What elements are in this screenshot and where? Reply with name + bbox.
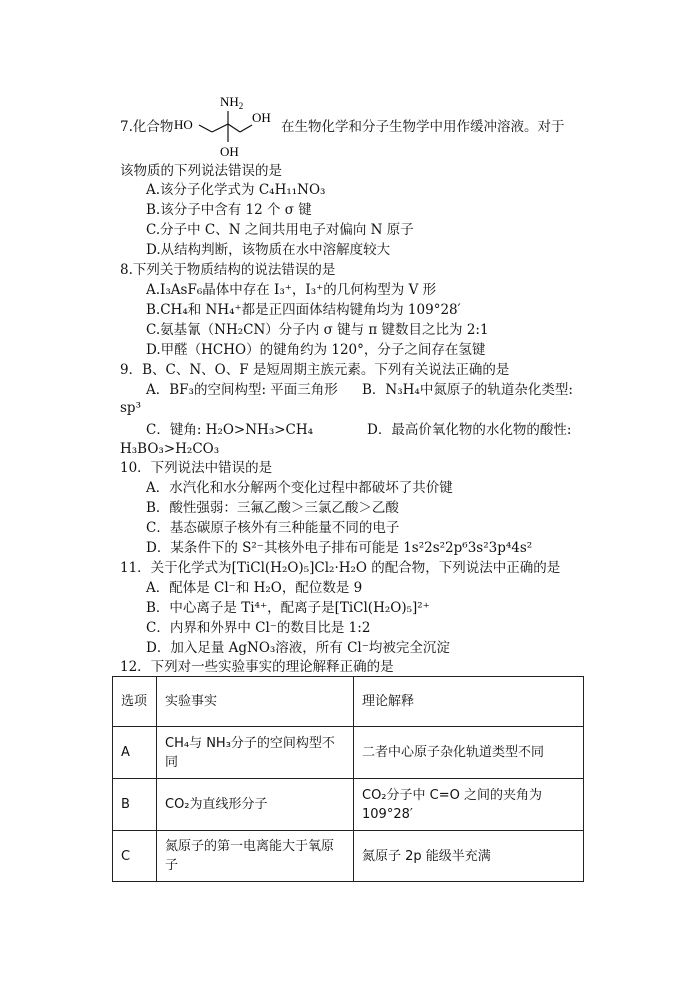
q11-option-a: A．配体是 Cl⁻和 H₂O，配位数是 9 bbox=[146, 580, 363, 596]
q9-option-c: C．键角: H₂O>NH₃>CH₄ bbox=[146, 422, 314, 438]
row-fact: 氮原子的第一电离能大于氧原子 bbox=[157, 831, 354, 882]
tris-structure-image bbox=[172, 92, 282, 162]
q9-option-b: B．N₃H₄中氮原子的轨道杂化类型: bbox=[362, 382, 573, 398]
q9-option-d-cont: H₃BO₃>H₂CO₃ bbox=[120, 441, 220, 457]
row-reason: 氮原子 2p 能级半充满 bbox=[354, 831, 584, 882]
q12-table bbox=[112, 676, 584, 882]
table-header-row bbox=[113, 677, 584, 727]
q7-stem-cont: 该物质的下列说法错误的是 bbox=[120, 163, 282, 179]
q7-option-c: C.分子中 C、N 之间共用电子对偏向 N 原子 bbox=[146, 222, 414, 238]
q9-option-d: D．最高价氧化物的水化物的酸性: bbox=[367, 422, 572, 438]
row-fact: CO₂为直线形分子 bbox=[157, 779, 354, 831]
q9-stem: 9．B、C、N、O、F 是短周期主族元素。下列有关说法正确的是 bbox=[120, 362, 510, 378]
q10-option-d: D．某条件下的 S²⁻其核外电子排布可能是 1s²2s²2p⁶3s²3p⁴4s² bbox=[146, 540, 533, 556]
row-option: A bbox=[113, 727, 157, 779]
q10-option-b: B．酸性强弱：三氟乙酸＞三氯乙酸＞乙酸 bbox=[146, 500, 399, 516]
row-option: C bbox=[113, 831, 157, 882]
header-option: 选项 bbox=[113, 677, 157, 727]
structure-ho-left: HO bbox=[174, 117, 193, 132]
structure-nh2: $NH_2$ bbox=[220, 94, 244, 111]
q10-option-c: C．基态碳原子核外有三种能量不同的电子 bbox=[146, 520, 400, 536]
q8-option-a: A.I₃AsF₆晶体中存在 I₃⁺，I₃⁺的几何构型为 V 形 bbox=[146, 282, 437, 298]
q7-suffix: 在生物化学和分子生物学中用作缓冲溶液。对于 bbox=[281, 119, 565, 135]
q7-option-d: D.从结构判断，该物质在水中溶解度较大 bbox=[146, 242, 391, 258]
q10-stem: 10．下列说法中错误的是 bbox=[120, 460, 273, 476]
header-reason: 理论解释 bbox=[354, 677, 584, 727]
table-row bbox=[113, 727, 584, 779]
q11-stem: 11．关于化学式为[TiCl(H₂O)₅]Cl₂·H₂O 的配合物，下列说法中正确的是 bbox=[120, 560, 561, 576]
q11-option-d: D．加入足量 AgNO₃溶液，所有 Cl⁻均被完全沉淀 bbox=[146, 640, 450, 656]
q12-stem: 12．下列对一些实验事实的理论解释正确的是 bbox=[120, 659, 394, 675]
q11-option-b: B．中心离子是 Ti⁴⁺，配离子是[TiCl(H₂O)₅]²⁺ bbox=[146, 600, 430, 616]
q9-option-b-cont: sp³ bbox=[120, 400, 141, 416]
q7-option-b: B.该分子中含有 12 个 σ 键 bbox=[146, 202, 312, 218]
q9-option-a: A．BF₃的空间构型: 平面三角形 bbox=[146, 382, 338, 398]
q8-option-d: D.甲醛（HCHO）的键角约为 120°，分子之间存在氢键 bbox=[146, 342, 486, 358]
table-row bbox=[113, 831, 584, 882]
q11-option-c: C．内界和外界中 Cl⁻的数目比是 1:2 bbox=[146, 620, 371, 636]
q8-option-b: B.CH₄和 NH₄⁺都是正四面体结构键角均为 109°28′ bbox=[146, 302, 461, 318]
row-option: B bbox=[113, 779, 157, 831]
q10-option-a: A．水汽化和水分解两个变化过程中都破坏了共价键 bbox=[146, 480, 453, 496]
row-fact: CH₄与 NH₃分子的空间构型不同 bbox=[157, 727, 354, 779]
q7-prefix: 7.化合物 bbox=[120, 119, 174, 135]
header-fact: 实验事实 bbox=[157, 677, 354, 727]
row-reason: CO₂分子中 C=O 之间的夹角为 109°28′ bbox=[354, 779, 584, 831]
structure-oh-bottom: OH bbox=[220, 144, 239, 159]
table-row bbox=[113, 779, 584, 831]
q8-option-c: C.氨基氰（NH₂CN）分子内 σ 键与 π 键数目之比为 2:1 bbox=[146, 322, 489, 338]
q7-option-a: A.该分子化学式为 C₄H₁₁NO₃ bbox=[146, 182, 326, 198]
q8-stem: 8.下列关于物质结构的说法错误的是 bbox=[120, 262, 336, 278]
structure-oh-right: OH bbox=[252, 110, 271, 125]
row-reason: 二者中心原子杂化轨道类型不同 bbox=[354, 727, 584, 779]
